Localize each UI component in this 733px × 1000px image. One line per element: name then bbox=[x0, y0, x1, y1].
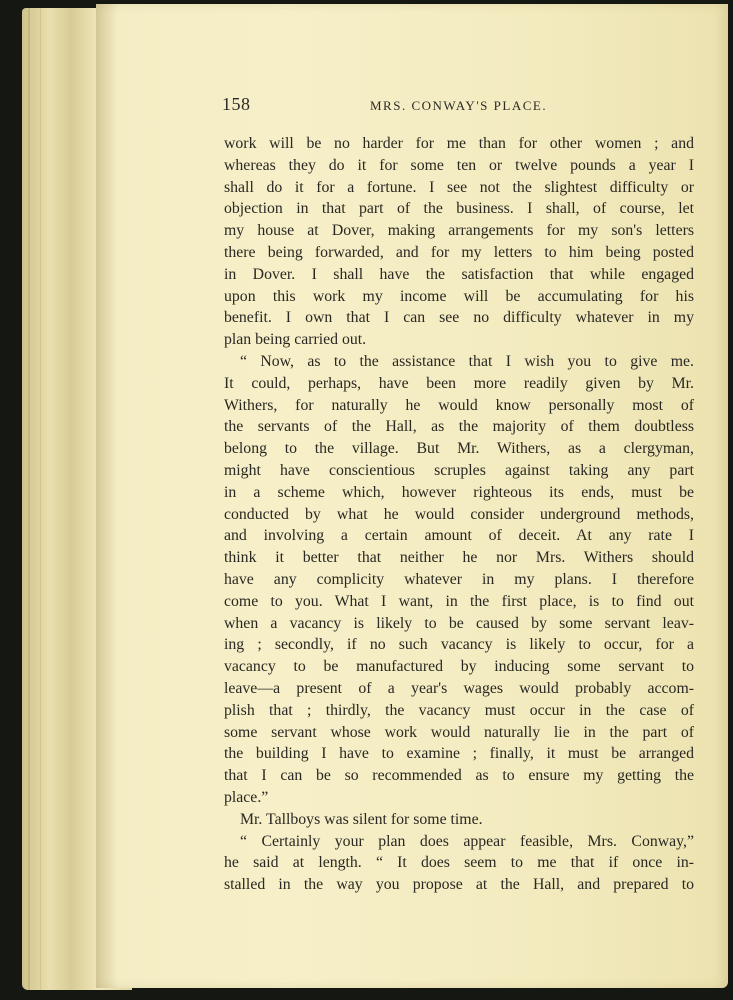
running-title: MRS. CONWAY'S PLACE. bbox=[370, 98, 548, 113]
text-line: plan being carried out. bbox=[224, 331, 367, 349]
text-line: “ Certainly your plan does appear feasible, Mrs. Conway,” bbox=[240, 832, 694, 850]
text-line: have any complicity whatever in my plans. I therefore bbox=[224, 570, 694, 588]
text-line: objection in that part of the business. I shall, of course, let bbox=[224, 200, 694, 218]
body-text bbox=[224, 133, 694, 896]
text-line: “ Now, as to the assistance that I wish you to give me. bbox=[240, 352, 694, 370]
text-line: the servants of the Hall, as the majority of them doubtless bbox=[224, 418, 694, 436]
page-number: 158 bbox=[222, 94, 251, 114]
text-line: the building I have to examine ; finally, it must be arranged bbox=[224, 745, 694, 763]
text-line: think it better that neither he nor Mrs. Withers should bbox=[224, 549, 694, 567]
text-line: conducted by what he would consider underground methods, bbox=[224, 505, 694, 523]
text-line: vacancy to be manufactured by inducing some servant to bbox=[224, 658, 694, 676]
text-line: stalled in the way you propose at the Hall, and prepared to bbox=[224, 876, 694, 894]
text-line: ing ; secondly, if no such vacancy is likely to occur, for a bbox=[224, 636, 694, 654]
text-line: Withers, for naturally he would know personally most of bbox=[224, 396, 694, 414]
text-line: he said at length. “ It does seem to me that if once in- bbox=[224, 854, 694, 872]
text-line: in Dover. I shall have the satisfaction that while engaged bbox=[224, 265, 694, 283]
text-line: come to you. What I want, in the first place, is to find out bbox=[224, 592, 694, 610]
text-line: some servant whose work would naturally lie in the part of bbox=[224, 723, 694, 741]
text-line: my house at Dover, making arrangements for my son's letters bbox=[224, 222, 694, 240]
text-line: place.” bbox=[224, 788, 269, 806]
text-line: and involving a certain amount of deceit. At any rate I bbox=[224, 527, 694, 545]
text-line: shall do it for a fortune. I see not the slightest difficulty or bbox=[224, 178, 694, 196]
text-line: upon this work my income will be accumulating for his bbox=[224, 287, 694, 305]
spine-shadow bbox=[96, 4, 118, 988]
text-line: there being forwarded, and for my letters to him being posted bbox=[224, 243, 694, 261]
text-line: work will be no harder for me than for other women ; and bbox=[224, 135, 694, 152]
text-line: belong to the village. But Mr. Withers, as a clergyman, bbox=[224, 440, 694, 458]
text-line: might have conscientious scruples against taking any part bbox=[224, 461, 694, 479]
text-line: plish that ; thirdly, the vacancy must occur in the case of bbox=[224, 701, 694, 719]
text-line: Mr. Tallboys was silent for some time. bbox=[240, 810, 483, 828]
text-line: that I can be so recommended as to ensure my getting the bbox=[224, 767, 694, 785]
text-line: leave—a present of a year's wages would probably accom- bbox=[224, 679, 694, 697]
text-line: whereas they do it for some ten or twelve pounds a year I bbox=[224, 156, 694, 174]
text-line: in a scheme which, however righteous its ends, must be bbox=[224, 483, 694, 501]
text-line: It could, perhaps, have been more readily given by Mr. bbox=[224, 374, 694, 392]
text-line: benefit. I own that I can see no difficulty whatever in my bbox=[224, 309, 694, 327]
text-line: when a vacancy is likely to be caused by some servant leav- bbox=[224, 614, 694, 632]
